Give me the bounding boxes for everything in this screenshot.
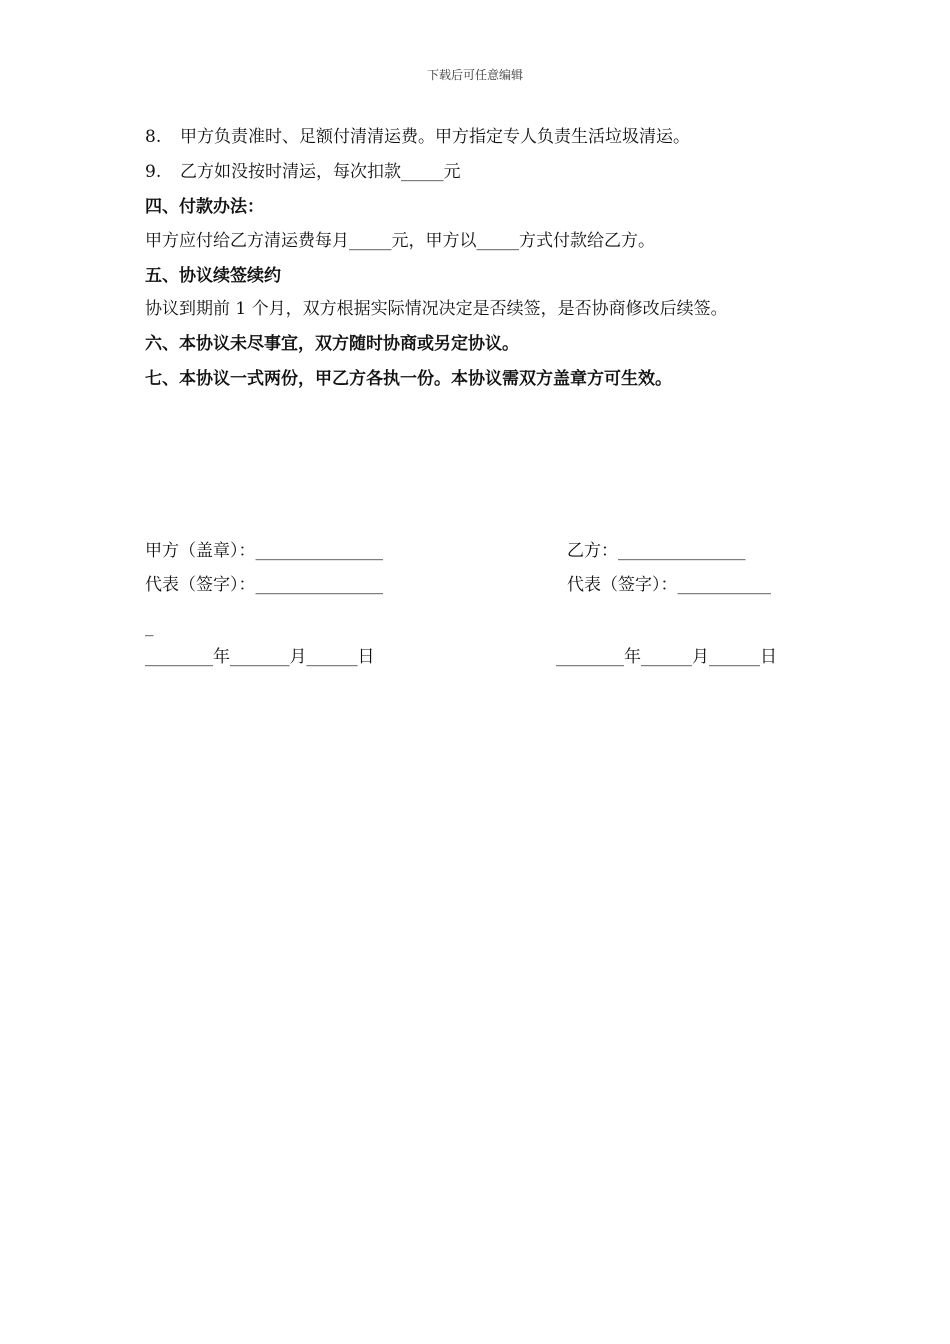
clause-9 — [145, 161, 461, 183]
party-b-date-line: ________年______月______日 — [556, 647, 777, 667]
clause-9-text: 乙方如没按时清运，每次扣款_____元 — [180, 162, 461, 182]
clause-8-number: 8. — [145, 127, 162, 147]
page-header: 下载后可任意编辑 — [426, 68, 523, 82]
party-a-representative-line: 代表（签字）：_______________ — [145, 575, 383, 595]
party-b-line: 乙方：_______________ — [567, 541, 746, 561]
section-5-title: 五、协议续签续约 — [145, 266, 281, 286]
party-a-date-line: ________年_______月______日 — [145, 647, 375, 667]
clause-8 — [145, 126, 690, 148]
section-7-title: 七、本协议一式两份，甲乙方各执一份。本协议需双方盖章方可生效。 — [145, 369, 672, 389]
section-4-text: 甲方应付给乙方清运费每月_____元，甲方以_____方式付款给乙方。 — [145, 231, 655, 251]
party-a-seal-line: 甲方（盖章）：_______________ — [145, 541, 383, 561]
section-6-title: 六、本协议未尽事宜，双方随时协商或另定协议。 — [145, 334, 519, 354]
party-b-representative-line: 代表（签字）：___________ — [567, 575, 771, 595]
section-4-title: 四、付款办法： — [145, 197, 264, 217]
section-5-text: 协议到期前 1 个月，双方根据实际情况决定是否续签，是否协商修改后续签。 — [145, 299, 728, 319]
party-b-representative-overflow: _ — [145, 617, 154, 637]
clause-8-text: 甲方负责准时、足额付清清运费。甲方指定专人负责生活垃圾清运。 — [180, 127, 690, 147]
clause-9-number: 9. — [145, 162, 162, 182]
